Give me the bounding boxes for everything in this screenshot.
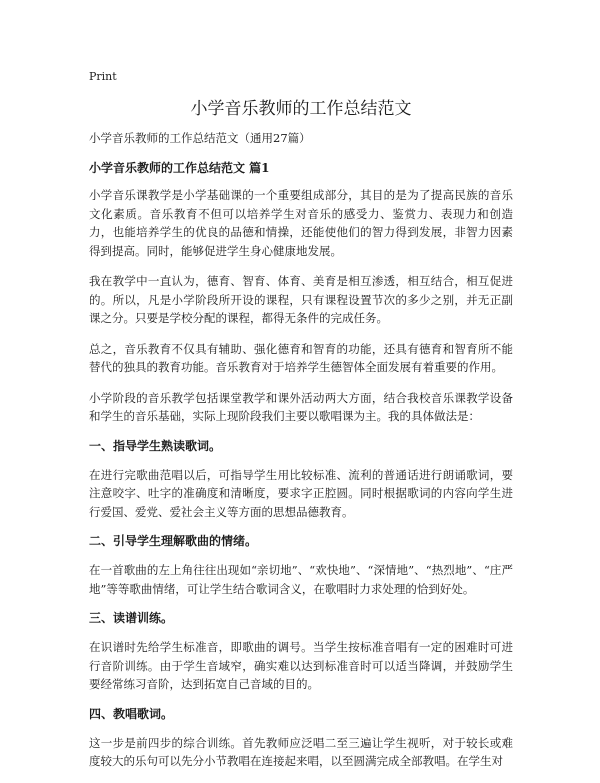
intro-paragraph-3: 总之，音乐教育不仅具有辅助、强化德育和智育的功能，还具有德育和智育所不能替代的独具的教育功能。音乐教育对于培养学生德智体全面发展有着重要的作用。: [89, 341, 513, 374]
step-text-1: 在进行完歌曲范唱以后，可指导学生用比较标准、流利的普通话进行朗诵歌词，要注意咬字、吐字的准确度和清晰度，要求字正腔圆。同时根据歌词的内容向学生进行爱国、爱党、爱社会主义等方面的思想品德教育。: [89, 467, 513, 519]
document-subtitle: 小学音乐教师的工作总结范文（通用27篇）: [89, 131, 311, 145]
step-heading-4: 四、教唱歌词。: [89, 706, 174, 721]
step-heading-2: 二、引导学生理解歌曲的情绪。: [89, 534, 258, 548]
step-text-4: 这一步是前四步的综合训练。首先教师应泛唱二至三遍让学生视听，对于较长或难度较大的乐句可以先分小节教唱在连接起来唱，以至圆满完成全部教唱。在学生对: [89, 735, 513, 768]
document-title: 小学音乐教师的工作总结范文: [190, 99, 412, 119]
step-heading-3: 三、读谱训练。: [89, 611, 174, 625]
intro-paragraph-2: 我在教学中一直认为，德育、智育、体育、美育是相互渗透，相互结合，相互促进的。所以，凡是小学阶段所开设的课程，只有课程设置节次的多少之别，并无正副课之分。只要是学校分配的课程，都得无条件的完成任务。: [89, 274, 513, 325]
section-heading: 小学音乐教师的工作总结范文 篇1: [89, 161, 270, 175]
print-link[interactable]: Print: [89, 70, 117, 83]
document-page: [89, 70, 513, 783]
step-text-2: 在一首歌曲的左上角往往出现如“亲切地”、“欢快地”、“深情地”、“热烈地”、“庄严地”等等歌曲情绪，可让学生结合歌词含义，在歌唱时力求处理的恰到好处。: [89, 563, 513, 596]
step-heading-1: 一、指导学生熟读歌词。: [89, 438, 222, 453]
intro-paragraph-1: 小学音乐课教学是小学基础课的一个重要组成部分，其目的是为了提高民族的音乐文化素质。音乐教育不但可以培养学生对音乐的感受力、鉴赏力、表现力和创造力，也能培养学生的优良的品德和情操，还能使他们的智力得到发展，非智力因素得到提高。同时，能够促进学生身心健康地发展。: [89, 188, 513, 258]
step-text-3: 在识谱时先给学生标准音，即歌曲的调号。当学生按标准音唱有一定的困难时可进行音阶训练。由于学生音域窄，确实难以达到标准音时可以适当降调，并鼓励学生要经常练习音阶，达到拓宽自己音域的目的。: [89, 640, 513, 691]
intro-paragraph-4: 小学阶段的音乐教学包括课堂教学和课外活动两大方面，结合我校音乐课教学设备和学生的音乐基础，实际上现阶段我们主要以歌唱课为主。我的具体做法是：: [89, 390, 513, 423]
